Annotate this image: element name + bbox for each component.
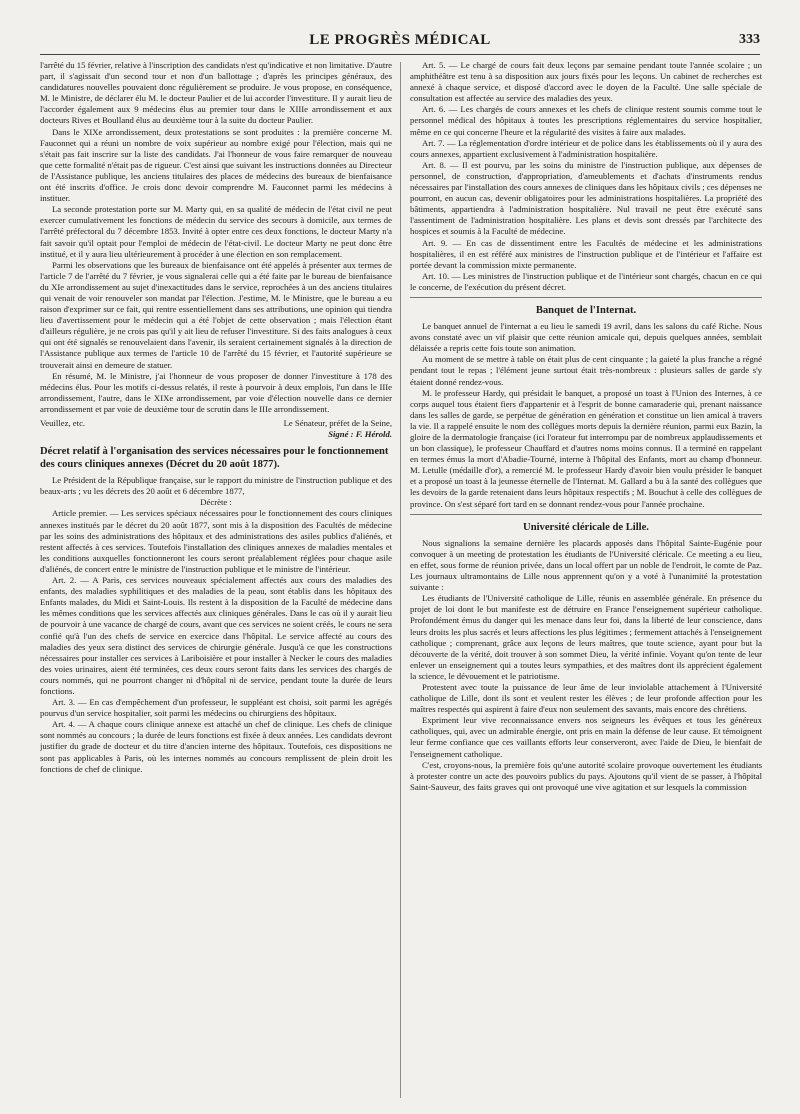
paragraph: Parmi les observations que les bureaux de bienfaisance ont été appelés à présenter aux termes de l'article 7 de l'arrêté du 7 février, je vous signalerai celle qui a été faite par le bureau de bienfaisance du XIe arrondissement au sujet d'inexactitudes dans le service, reprochées à un des anciens titulaires qui venait de voir renouveler son mandat par l'élection. J'estime, M. le Ministre, que le bureau a eu raison d'exprimer sur ce fait, qui rentre essentiellement dans ses attributions, une opinion qui tiendra lieu d'avertissement pour le médecin qui a été l'objet de cette observation ; mais l'élection étant d'ailleurs régulière, je ne crois pas qu'il y ait lieu de refuser l'investiture. Si des faits analogues à ceux qui ont été signalés se renouvelaient dans l'avenir, ils seraient certainement signalés à la direction de l'Assistance publique aux termes de l'article 10 de l'arrêté du 15 février, et l'autorité supérieure se trouverait ainsi en demeure de statuer. xyxy=(40,259,392,370)
article-paragraph: Art. 10. — Les ministres de l'instruction publique et de l'intérieur sont chargés, chacun en ce qui le concerne, de l'exécution du présent décret. xyxy=(410,270,762,292)
page-number: 333 xyxy=(739,32,760,47)
signed-label: Signé : xyxy=(328,429,354,440)
masthead xyxy=(40,30,760,55)
paragraph: C'est, croyons-nous, la première fois qu'une autorité scolaire provoque ouvertement les étudiants à protester contre un acte des pouvoirs publics du pays. Ajoutons qu'il vient de se passer, à l'hôpital Saint-Sauveur, des faits graves qui ont provoqué une vive agitation et sur lesquels la commission xyxy=(410,759,762,792)
journal-title: LE PROGRÈS MÉDICAL xyxy=(309,32,491,48)
paragraph: En résumé, M. le Ministre, j'ai l'honneur de vous proposer de donner l'investiture à 178 des médecins élus. Pour les motifs ci-dessus relatés, il reste à pourvoir à deux emplois, l'un dans le IIIe arrondissement, l'autre, dans le XIXe arrondissement, par voie d'élection nouvelle dans ce dernier arrondissement et par voie de deuxième tour de scrutin dans le IIIe arrondissement. xyxy=(40,370,392,414)
article-paragraph: Art. 4. — A chaque cours clinique annexe est attaché un chef de clinique. Les chefs de clinique sont nommés au concours ; la durée de leurs fonctions est fixée à deux années. Les candidats devront justifier du grade de docteur et du titre d'ancien interne des hôpitaux. Toutefois, ces dispositions ne sont pas applicables à Paris, où les internes nommés au concours remplissent de plein droit les fonctions de chef de clinique. xyxy=(40,719,392,774)
article-paragraph: Art. 2. — A Paris, ces services nouveaux spécialement affectés aux cours des maladies des enfants, des maladies syphilitiques et des maladies de la peau, sont établis dans les hôpitaux des Enfants malades, du Midi et Saint-Louis. Ils restent à la disposition de la Faculté de médecine dans les mêmes conditions que les services affectés aux cliniques générales. Dans le cas où il y aurait lieu de pourvoir à une vacance de chargé de cours, avant que ces services ne soient créés, le cours ne sera confié qu'à l'un des chefs de service en exercice dans l'hôpital. Le service affecté au cours des maladies des yeux sera distinct des services de chirurgie générale. Jusqu'à ce que les constructions nécessaires pour installer ces services à Lariboisière et pour installer à Necker le cours des maladies des voies urinaires, aient été terminées, ces deux cours seront faits dans les services des chargés de cours nommés, qui ne pourront changer ni d'hôpital ni de service, pendant toute la durée de leurs fonctions. xyxy=(40,575,392,696)
paragraph: l'arrêté du 15 février, relative à l'inscription des candidats n'est qu'indicative et non limitative. D'autre part, il s'agissait d'un second tour et non d'un ballottage ; d'après les principes généraux, des candidatures nouvelles pouvaient donc régulièrement se produire. Je vous propose, en conséquence, M. le Ministre, de déclarer élu M. le docteur Paulier et de lui accorder l'investiture. Il y aurait lieu de l'accorder également aux 9 médecins élus au premier tour dans le XIIIe arrondissement et aux docteurs Rives et Boulland élus au deuxième tour à la suite du docteur Paulier. xyxy=(40,60,392,126)
article-paragraph: Art. 5. — Le chargé de cours fait deux leçons par semaine pendant toute l'année scolaire ; un amphithéâtre est tenu à sa disposition aux jours fixés pour les leçons. Un cabinet de recherches est annexé à chaque service, et disposé d'accord avec le doyen de la Faculté. Une salle spéciale de consultation est affectée au service des maladies des yeux. xyxy=(410,60,762,104)
signatory-name: F. Hérold. xyxy=(355,429,392,440)
section-separator xyxy=(410,514,762,515)
right-column xyxy=(410,60,762,1100)
paragraph: Dans le XIXe arrondissement, deux protestations se sont produites : la première concerne M. Fauconnet qui a réuni un nombre de voix supérieur au nombre exigé pour l'élection, mais qui ne s'était pas fait inscrire sur la liste des candidats. J'ai l'honneur de vous faire remarquer de nouveau que cette formalité n'était pas de rigueur. C'est ainsi que suivant les instructions données au Directeur de l'Assistance publique, les anciens titulaires des places de médecins des bureaux de bienfaisance ont été inscrits d'office. Je crois donc devoir comprendre M. Fauconnet parmi les médecins à instituer. xyxy=(40,126,392,204)
paragraph: Le Président de la République française, sur le rapport du ministre de l'instruction publique et des beaux-arts ; vu les décrets des 20 août et 6 décembre 1877, xyxy=(40,475,392,497)
article-paragraph: Article premier. — Les services spéciaux nécessaires pour le fonctionnement des cours cliniques annexes institués par le décret du 20 août 1877, sont mis à la disposition des Facultés de médecine par les soins des administrations des hôpitaux et des administrations des asiles publics d'aliénés, et restent affectés à ces services. Toutefois l'installation des cliniques annexes de maladies mentales et les conditions auxquelles fonctionneront les cours seront préalablement réglées pour chaque asile d'aliénés, de concert entre le ministre de l'instruction publique et le ministre de l'intérieur. xyxy=(40,508,392,574)
quoted-paragraph: Les étudiants de l'Université catholique de Lille, réunis en assemblée générale. En présence du projet de loi dont le but manifeste est de détruire en France l'enseignement supérieur catholique. Profondément émus du danger qui les menace dans leur foi, dans la liberté de leur conscience, dans leurs droits les plus sacrés et leurs affections les plus légitimes ; fermement attachés à l'enseignement catholique ; comprenant, grâce aux leçons de leurs maîtres, que toute science, ayant pour but la découverte de la vérité, doit trouver à son sommet Dieu, la vérité infinie. Voyant qu'on tente de leur enlever un enseignement qui a toutes leurs sympathies, et des maîtres dont ils apprécient également la science, le dévouement et le patriotisme. xyxy=(410,593,762,681)
decree-formula: Décrète : xyxy=(200,497,232,508)
section-separator xyxy=(410,297,762,298)
closing-formula: Veuillez, etc. xyxy=(40,418,86,428)
signature-block xyxy=(40,418,392,440)
article-paragraph: Art. 6. — Les chargés de cours annexes et les chefs de clinique restent soumis comme tout le personnel médical des hôpitaux à toutes les prescriptions réglementaires du service hospitalier, même en ce qui concerne l'heure et la régularité des visites à faire aux malades. xyxy=(410,104,762,137)
column-divider xyxy=(400,62,401,1098)
paragraph: M. le professeur Hardy, qui présidait le banquet, a proposé un toast à l'Union des Internes, à ce corps auquel tous étaient fiers d'appartenir et à l'esprit de bonne camaraderie qui, prenant naissance dans les salles de garde, se perpétue de génération en génération et constitue un lien amical à travers la vie. Il a rappelé ensuite le nom des collègues morts depuis la dernière réunion, parmi eux Bazin, la gloire de la dermatologie française (ici l'orateur fut interrompu par de nombreux applaudissements et un bon classique), le professeur Chauffard et d'autres noms moins connus. Il a terminé en rappelant en termes émus la mort d'Abadie-Tourné, interne à l'hôpital des Enfants, mort au champ d'honneur. M. Letulle (médaille d'or), a remercié M. le professeur Hardy d'avoir bien voulu présider le banquet et a proposé un toast à la jeunesse éternelle de l'Internat. M. Gallard a bu à la santé des collègues que les devoirs de la garde retenaient dans leurs hôpitaux respectifs ; M. Bouchut à celle des collègues de province. On s'est séparé fort tard en se donnant rendez-vous pour l'année prochaine. xyxy=(410,387,762,509)
left-column xyxy=(40,60,392,1100)
lille-heading: Université cléricale de Lille. xyxy=(523,521,649,533)
quoted-paragraph: Protestent avec toute la puissance de leur âme de leur inviolable attachement à l'Université catholique de Lille, dont ils sont et veulent rester les élèves ; de leur profonde affection pour les maîtres respectés qui aspirent à faire d'eux non seulement des savants, mais encore des chrétiens. xyxy=(410,681,762,715)
signatory-role: Le Sénateur, préfet de la Seine, xyxy=(283,418,392,428)
paragraph: Au moment de se mettre à table on était plus de cent cinquante ; la gaieté la plus franche a régné pendant tout le repas ; l'élément jeune surtout était très-nombreux : plusieurs salles de garde s'y étaient donné rendez-vous. xyxy=(410,354,762,387)
banquet-heading: Banquet de l'Internat. xyxy=(535,304,637,316)
quoted-paragraph: Expriment leur vive reconnaissance envers nos seigneurs les évêques et tous les généreux catholiques, qui, avec un admirable énergie, ont pris en main la défense de leur cause. Et témoignent leur ferme confiance que ces vaillants efforts leur conserveront, avec l'aide de Dieu, le bienfait de l'enseignement catholique. xyxy=(410,715,762,759)
article-paragraph: Art. 3. — En cas d'empêchement d'un professeur, le suppléant est choisi, soit parmi les agrégés pourvus d'un service hospitalier, soit parmi les médecins ou chirurgiens des hôpitaux. xyxy=(40,697,392,719)
paragraph: Le banquet annuel de l'internat a eu lieu le samedi 19 avril, dans les salons du café Riche. Nous avons constaté avec un vif plaisir que cette réunion amicale qui, depuis quelques années, semblait délaissée a repris cette fois toute son animation. xyxy=(410,321,762,354)
paragraph: Nous signalions la semaine dernière les placards apposés dans l'hôpital Sainte-Eugénie pour convoquer à un meeting de protestation les étudiants de l'Université cléricale. Ce meeting a eu lieu, en effet, sous forme de réunion privée, dans un local offert par un noble de l'endroit, le comte de Paz. Les journaux ultramontains de Lille nous apprennent qu'on y a voté à l'unanimité la protestation suivante : xyxy=(410,537,762,593)
decree-heading: Décret relatif à l'organisation des services nécessaires pour le fonctionnement des cours cliniques annexes (Décret du 20 août 1877). xyxy=(40,446,389,470)
article-paragraph: Art. 8. — Il est pourvu, par les soins du ministre de l'instruction publique, aux dépenses de personnel, de construction, d'appropriation, d'ameublements et d'achats d'instruments rendus nécessaires par l'installation des cours annexes de cliniques dans les hôpitaux civils ; ces dépenses ne pourront, en aucun cas, devenir obligatoires pour les administrations hospitalières. La propriété des bâtiments, appartiendra à l'administration hospitalière. Nul travail ne peut être exécuté sans l'assentiment de l'administration hospitalière. Les plans et devis sont dressés par l'architecte des hospices et soumis à la Faculté de médecine. xyxy=(410,159,762,237)
paragraph: La seconde protestation porte sur M. Marty qui, en sa qualité de médecin de l'état civil ne peut exercer cumulativement les fonctions de médecin du service des secours à domicile, aux termes de l'arrêté préfectoral du 7 décembre 1853. Invité à opter entre ces deux fonctions, le docteur Marty n'a fait savoir qu'il optait pour l'emploi de médecin de l'état-civil. Le docteur Marty ne peut donc être institué, et il y aura lieu ultérieurement à procéder à une élection en son remplacement. xyxy=(40,204,392,259)
article-paragraph: Art. 9. — En cas de dissentiment entre les Facultés de médecine et les administrations hospitalières, il en est référé aux ministres de l'instruction publique et de l'intérieur et l'affaire est portée devant la commission mixte permanente. xyxy=(410,237,762,270)
article-paragraph: Art. 7. — La réglementation d'ordre intérieur et de police dans les établissements où il y aura des cours annexes, appartient exclusivement à l'administration hospitalière. xyxy=(410,137,762,159)
